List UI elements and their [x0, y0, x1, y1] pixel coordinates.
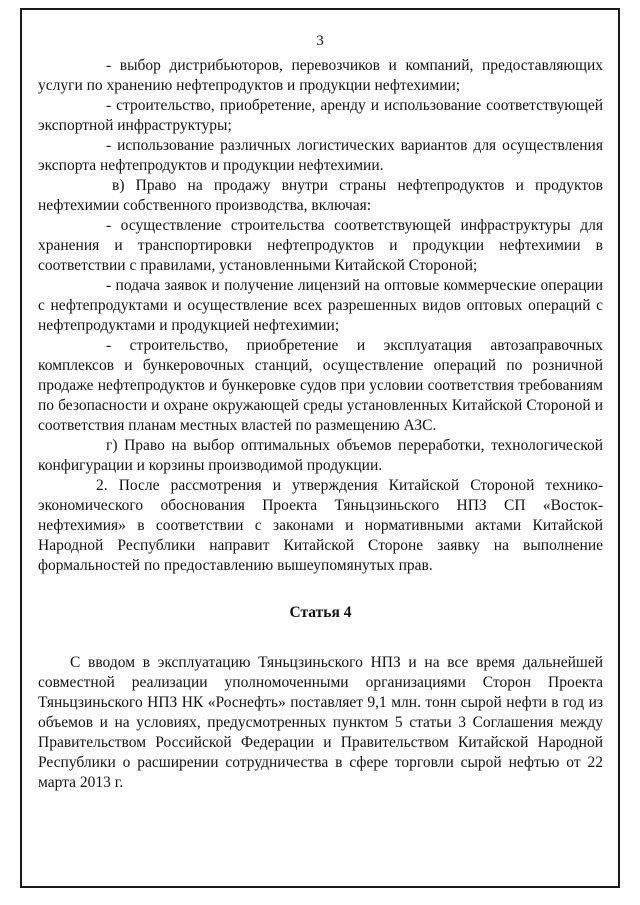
paragraph-export-infrastructure: - строительство, приобретение, аренду и использование соответствующей экспортной инфраструктуры;: [38, 97, 603, 134]
paragraph-processing-volumes-right: г) Право на выбор оптимальных объемов переработки, технологической конфигурации и корзины производимой продукции.: [38, 437, 603, 474]
document-body: [38, 56, 603, 793]
page-number: 3: [316, 33, 324, 49]
paragraph-feasibility-study: 2. После рассмотрения и утверждения Китайской Стороной технико-экономического обоснования Проекта Тяньцзиньского НПЗ СП «Восток-нефтехимия» в соответствии с законами и нормативными актами Китайской Народной Республики направит Китайской Стороне заявку на выполнение формальностей по предоставлению вышеупомянутых прав.: [38, 477, 603, 574]
paragraph-wholesale-licenses: - подача заявок и получение лицензий на оптовые коммерческие операции с нефтепродуктами и осуществление всех разрешенных видов оптовых операций с нефтепродуктами и продукцией нефтехимии;: [38, 277, 603, 334]
paragraph-domestic-sales-right: в) Право на продажу внутри страны нефтепродуктов и продуктов нефтехимии собственного производства, включая:: [38, 177, 603, 214]
article-heading: Статья 4: [289, 604, 352, 621]
paragraph-gas-stations: - строительство, приобретение и эксплуатация автозаправочных комплексов и бункеровочных станций, осуществление операций по розничной продаже нефтепродуктов и бункеровке судов при условии соответствия требованиям по безопасности и охране окружающей среды установленных Китайской Стороной и соответствия планам местных властей по размещению АЗС.: [38, 337, 603, 434]
paragraph-crude-oil-supply: С вводом в эксплуатацию Тяньцзиньского НПЗ и на все время дальнейшей совместной реализации уполномоченными организациями Сторон Проекта Тяньцзиньского НПЗ НК «Роснефть» поставляет 9,1 млн. тонн сырой нефти в год из объемов и на условиях, предусмотренных пунктом 5 статьи 3 Соглашения между Правительством Российской Федерации и Правительством Китайской Народной Республики о расширении сотрудничества в сфере торговли сырой нефтью от 22 марта 2013 г.: [38, 654, 603, 791]
paragraph-logistics-options: - использование различных логистических вариантов для осуществления экспорта нефтепродуктов и продукции нефтехимии.: [38, 137, 603, 174]
paragraph-distributors: - выбор дистрибьюторов, перевозчиков и компаний, предоставляющих услуги по хранению нефтепродуктов и продукции нефтехимии;: [38, 57, 603, 94]
paragraph-infrastructure-construction: - осуществление строительства соответствующей инфраструктуры для хранения и транспортировки нефтепродуктов и продукции нефтехимии в соответствии с правилами, установленными Китайской Стороной;: [38, 217, 603, 274]
